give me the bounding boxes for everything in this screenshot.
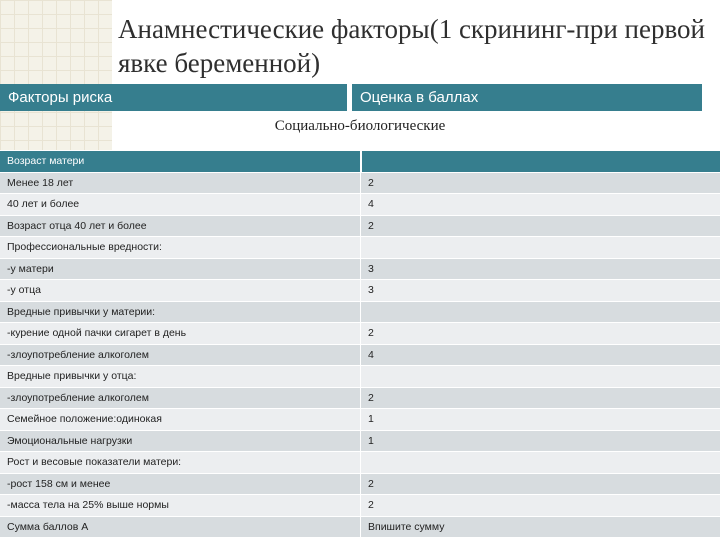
table-row [0, 517, 720, 539]
score-cell [361, 452, 720, 473]
score-cell: 4 [368, 198, 374, 210]
factor-cell: Эмоциональные нагрузки [0, 431, 361, 452]
score-cell: 2 [368, 477, 374, 490]
factor-cell: Возраст матери [0, 151, 361, 172]
table-row [0, 216, 720, 238]
score-cell: 1 [368, 413, 374, 425]
table-row [0, 151, 720, 173]
score-cell: 2 [368, 176, 374, 189]
table-row [0, 388, 720, 410]
factor-cell: -у матери [0, 259, 361, 280]
header-score: Оценка в баллах [352, 84, 702, 111]
score-cell: 2 [368, 499, 374, 511]
table-row [0, 323, 720, 345]
table-row [0, 302, 720, 324]
score-cell [361, 151, 720, 172]
slide-title: Анамнестические факторы(1 скрининг-при первой явке беременной) [118, 14, 705, 78]
score-cell [361, 237, 720, 258]
score-cell: 3 [368, 284, 374, 296]
header-risk-factors: Факторы риска [0, 84, 347, 111]
factor-cell: Рост и весовые показатели матери: [0, 452, 361, 473]
factor-cell: -рост 158 см и менее [0, 474, 361, 495]
table-row [0, 409, 720, 431]
table-row [0, 474, 720, 496]
table-row [0, 345, 720, 367]
score-cell [361, 302, 720, 323]
factor-cell: Вредные привычки у отца: [0, 366, 361, 387]
table-row [0, 366, 720, 388]
table-row [0, 495, 720, 517]
score-cell: Впишите сумму [368, 520, 445, 533]
score-cell: 2 [368, 219, 374, 232]
score-cell: 2 [368, 327, 374, 339]
table-row [0, 194, 720, 216]
factor-cell: Семейное положение:одинокая [0, 409, 361, 430]
factor-cell: -злоупотребление алкоголем [0, 345, 361, 366]
table-row [0, 431, 720, 453]
factor-cell: Возраст отца 40 лет и более [0, 216, 361, 237]
factor-cell: -курение одной пачки сигарет в день [0, 323, 361, 344]
table-row [0, 259, 720, 281]
score-cell: 4 [368, 348, 374, 361]
factor-cell: -масса тела на 25% выше нормы [0, 495, 361, 516]
score-cell: 3 [368, 262, 374, 275]
section-title: Социально-биологические [274, 118, 446, 134]
factor-cell: 40 лет и более [0, 194, 361, 215]
score-cell: 2 [368, 391, 374, 404]
table-row [0, 237, 720, 259]
factor-cell: Профессиональные вредности: [0, 237, 361, 258]
factor-cell: Вредные привычки у материи: [0, 302, 361, 323]
factor-cell: Менее 18 лет [0, 173, 361, 194]
factor-cell: Сумма баллов А [0, 517, 361, 538]
factor-cell: -злоупотребление алкоголем [0, 388, 361, 409]
table-row [0, 173, 720, 195]
table-row [0, 280, 720, 302]
factor-cell: -у отца [0, 280, 361, 301]
risk-factor-table [0, 151, 720, 538]
score-cell: 1 [368, 434, 374, 447]
table-row [0, 452, 720, 474]
score-cell [361, 366, 720, 387]
table-header [0, 84, 720, 111]
